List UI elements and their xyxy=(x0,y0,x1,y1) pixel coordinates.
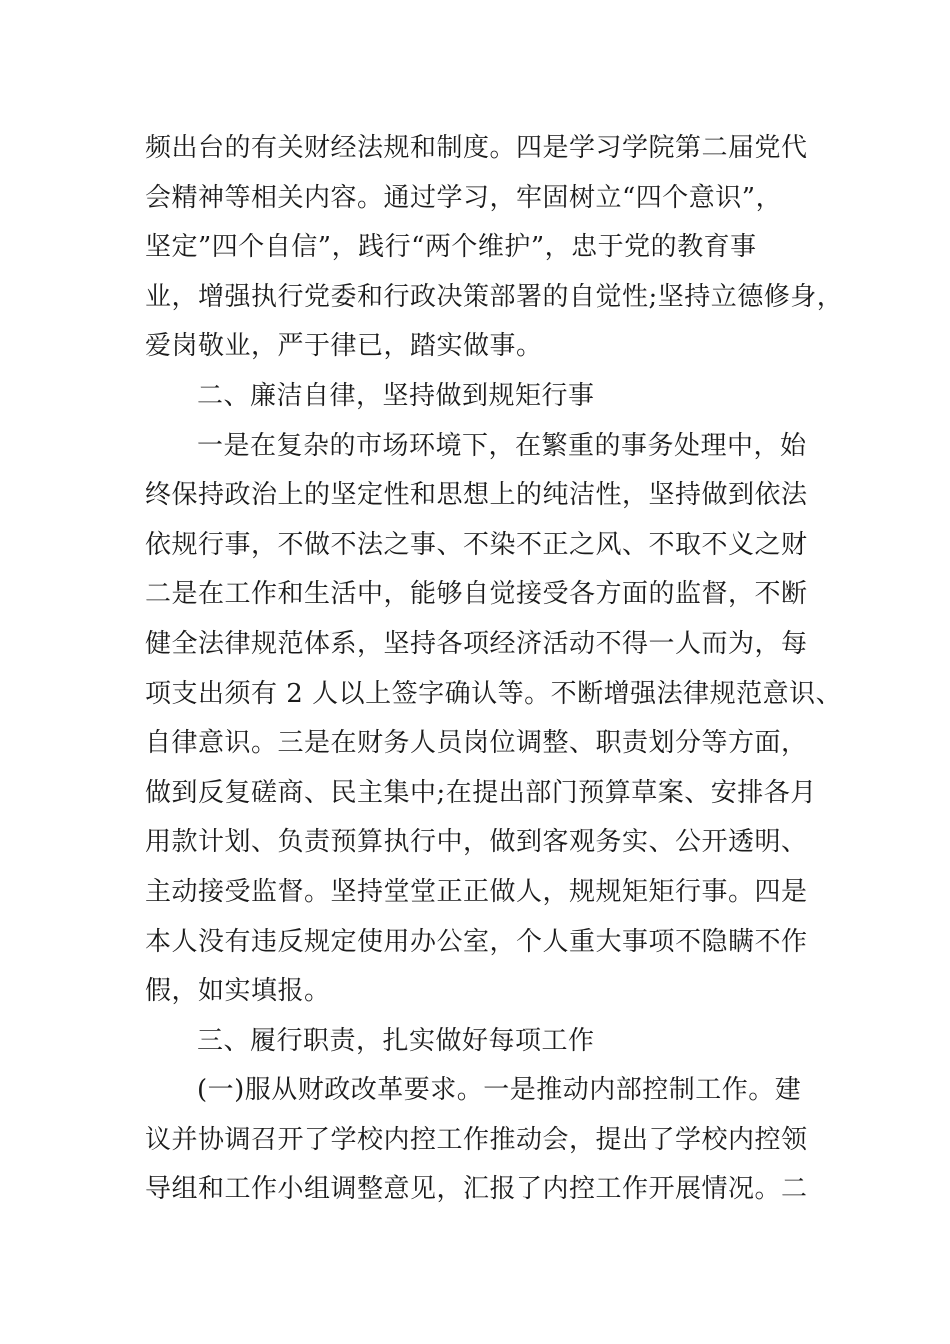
text-line: 会精神等相关内容。通过学习，牢固树立“四个意识”， xyxy=(145,182,783,213)
text-line: 自律意识。三是在财务人员岗位调整、职责划分等方面， xyxy=(145,728,808,759)
document-body xyxy=(145,124,844,1215)
text-line: 爱岗敬业，严于律已，踏实做事。 xyxy=(145,331,543,362)
text-line: 一是在复杂的市场环境下，在繁重的事务处理中，始 xyxy=(197,430,807,461)
text-line: 业，增强执行党委和行政决策部署的自觉性;坚持立德修身， xyxy=(145,281,844,312)
text-line: (一)服从财政改革要求。一是推动内部控制工作。建 xyxy=(197,1075,802,1106)
text-line: 坚定”四个自信”，践行“两个维护”，忠于党的教育事 xyxy=(145,232,757,263)
text-line: 健全法律规范体系，坚持各项经济活动不得一人而为，每 xyxy=(145,628,808,659)
text-line: 二是在工作和生活中，能够自觉接受各方面的监督，不断 xyxy=(145,579,808,610)
text-line: 用款计划、负责预算执行中，做到客观务实、公开透明、 xyxy=(145,827,808,858)
text-line: 本人没有违反规定使用办公室，个人重大事项不隐瞒不作 xyxy=(145,926,808,957)
text-line: 做到反复磋商、民主集中;在提出部门预算草案、安排各月 xyxy=(145,777,817,808)
text-line: 议并协调召开了学校内控工作推动会，提出了学校内控领 xyxy=(145,1124,808,1155)
section-heading: 二、廉洁自律，坚持做到规矩行事 xyxy=(197,380,595,411)
text-line: 频出台的有关财经法规和制度。四是学习学院第二届党代 xyxy=(145,133,808,163)
text-line: 主动接受监督。坚持堂堂正正做人，规规矩矩行事。四是 xyxy=(145,876,808,907)
text-line: 导组和工作小组调整意见，汇报了内控工作开展情况。二 xyxy=(145,1174,808,1205)
text-line: 依规行事，不做不法之事、不染不正之风、不取不义之财 xyxy=(145,529,808,560)
text-line: 项支出须有 2 人以上签字确认等。不断增强法律规范意识、 xyxy=(145,678,843,709)
text-line: 终保持政治上的坚定性和思想上的纯洁性，坚持做到依法 xyxy=(145,480,808,511)
text-line: 假，如实填报。 xyxy=(145,976,331,1007)
section-heading: 三、履行职责，扎实做好每项工作 xyxy=(197,1025,595,1056)
